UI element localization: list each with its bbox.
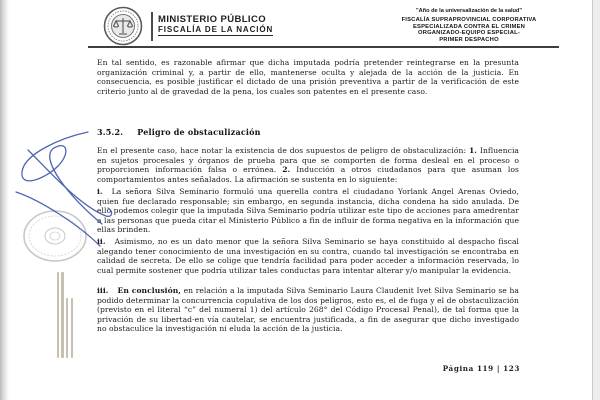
org-subname: FISCALÍA DE LA NACIÓN xyxy=(158,25,274,34)
stamp-text-line xyxy=(71,298,73,358)
office-line-2: ESPECIALIZADA CONTRA EL CRIMEN xyxy=(412,23,526,30)
paragraph-supuestos xyxy=(97,146,519,184)
office-line-3: ORGANIZADO-EQUIPO ESPECIAL- xyxy=(417,30,521,37)
header-divider xyxy=(151,12,153,41)
stamp-text-line xyxy=(61,272,63,358)
supuestos-seg1: Influencia en sujetos procesales y órganos de prueba para que se comporten de forma desleal en el proceso o proporcionen información falsa o errónea. xyxy=(97,146,520,175)
stamp-text-line xyxy=(66,298,68,358)
item-iii-marker: iii. xyxy=(97,286,109,295)
list-item-i xyxy=(97,187,519,235)
scan-edge-shadow xyxy=(0,0,9,400)
header-rule xyxy=(88,46,559,48)
header-office-block xyxy=(360,8,578,43)
ministerio-publico-seal-icon xyxy=(103,6,143,46)
supuestos-seg2: Inducción a otros ciudadanos para que asuman los comportamientos antes señalados. La afirmación se sustenta en lo siguiente: xyxy=(97,165,519,184)
supuestos-num2: 2. xyxy=(282,165,291,175)
office-line-4: PRIMER DESPACHO xyxy=(439,36,499,43)
org-name: MINISTERIO PÚBLICO xyxy=(158,14,267,25)
section-heading xyxy=(97,127,261,137)
year-motto: "Año de la universalización de la salud" xyxy=(415,8,523,14)
item-ii-marker: ii. xyxy=(97,237,106,246)
item-i-marker: i. xyxy=(97,187,103,196)
item-ii-text: Asimismo, no es un dato menor que la señora Silva Seminario se haya constituido al despacho fiscal alegando tener conocimiento de una investigación en su contra, cuando tal investigación se encontraba en calidad de secreta. De ello se colige que tendría facilidad para poder acceder a información reservada, lo cual permite sostener que podría utilizar tales conductas para intentar alterar y/o manipular la evidencia. xyxy=(97,237,519,275)
page-number: Página 119 | 123 xyxy=(442,364,520,373)
list-item-ii xyxy=(97,237,519,275)
paragraph-intro: En tal sentido, es razonable afirmar que dicha imputada podría pretender reintegrarse en la presunta organización criminal y, a partir de ello, mantenerse oculta y alejada de la acción de la justicia. En consecuencia, es posible justificar el dictado de una prisión preventiva a partir de la verificación de este criterio junto al de gravedad de la pena, los cuales son patentes en el presente caso. xyxy=(97,58,519,96)
supuestos-num1: 1. xyxy=(468,146,477,155)
item-iii-text: en relación a la imputada Silva Seminario Laura Claudenit Ivet Silva Seminario se ha podido determinar la concurrencia copulativa de los dos peligros, esto es, el de fuga y el de obstaculización (previsto en el literal “c” del numeral 1) del artículo 268° del Código Procesal Penal), de tal forma que la privación de su libertad-en vía cautelar, se encuentra justificada, a fin de asegurar que dicho investigado no obstaculice la investigación ni eluda la acción de la justicia. xyxy=(97,286,519,334)
list-item-iii xyxy=(97,286,519,334)
supuestos-pre: En el presente caso, hace notar la existencia de dos supuestos de peligro de obstaculización: xyxy=(97,146,469,155)
office-line-1: FISCALÍA SUPRAPROVINCIAL CORPORATIVA xyxy=(401,17,537,23)
stamp-text-line xyxy=(57,272,59,358)
section-number: 3.5.2. xyxy=(97,127,124,137)
item-iii-lead: En conclusión, xyxy=(117,286,181,295)
certification-stamp-icon xyxy=(54,272,84,358)
item-i-text: La señora Silva Seminario formuló una querella contra el ciudadano Yorlank Angel Arenas Oviedo, quien fue declarado responsable; sin embargo, en segunda instancia, dicha condena ha sido anulada. De ello podemos colegir que la imputada Silva Seminario podría utilizar este tipo de acciones para amedrentar a las personas que pueda citar el Ministerio Público a fin de influir de forma negativa en la información que ellas brinden. xyxy=(97,187,519,235)
header-org-block xyxy=(158,15,273,36)
section-title: Peligro de obstaculización xyxy=(137,127,261,137)
